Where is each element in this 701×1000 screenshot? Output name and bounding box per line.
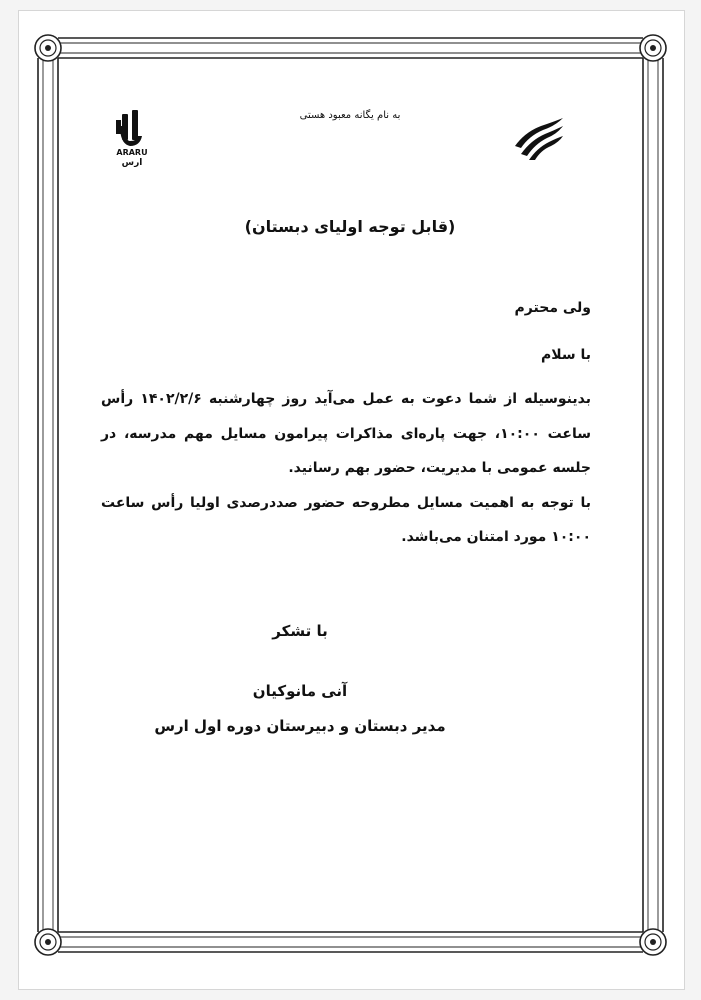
letter-title: (قابل توجه اولیای دبستان) bbox=[244, 217, 456, 236]
logo-left-persian-caption: ارس bbox=[121, 158, 143, 168]
letter-closing: با تشکر bbox=[272, 622, 328, 640]
header-basmala: به نام یگانه معبود هستی bbox=[299, 110, 401, 121]
signer-name: آنی مانوکیان bbox=[252, 682, 348, 700]
letter-paragraph-1: بدینوسیله از شما دعوت به عمل می‌آید روز چهارشنبه ۱۴۰۲/۲/۶ رأس ساعت ۱۰:۰۰، جهت پاره‌ای مذاکرات پیرامون مسایل مهم مدرسه، در جلسه عمومی با مدیریت، حضور بهم رسانید. bbox=[101, 391, 591, 476]
letter-body bbox=[101, 382, 591, 555]
letter-salutation: ولی محترم bbox=[514, 300, 591, 316]
letter-paragraph-2: با توجه به اهمیت مسایل مطروحه حضور صددرصدی اولیا رأس ساعت ۱۰:۰۰ مورد امتنان می‌باشد. bbox=[101, 494, 591, 545]
letter-greeting: با سلام bbox=[540, 347, 591, 363]
logo-left-latin-caption: ARARU bbox=[116, 148, 148, 157]
signer-role: مدیر دبستان و دبیرستان دوره اول ارس bbox=[154, 717, 446, 735]
